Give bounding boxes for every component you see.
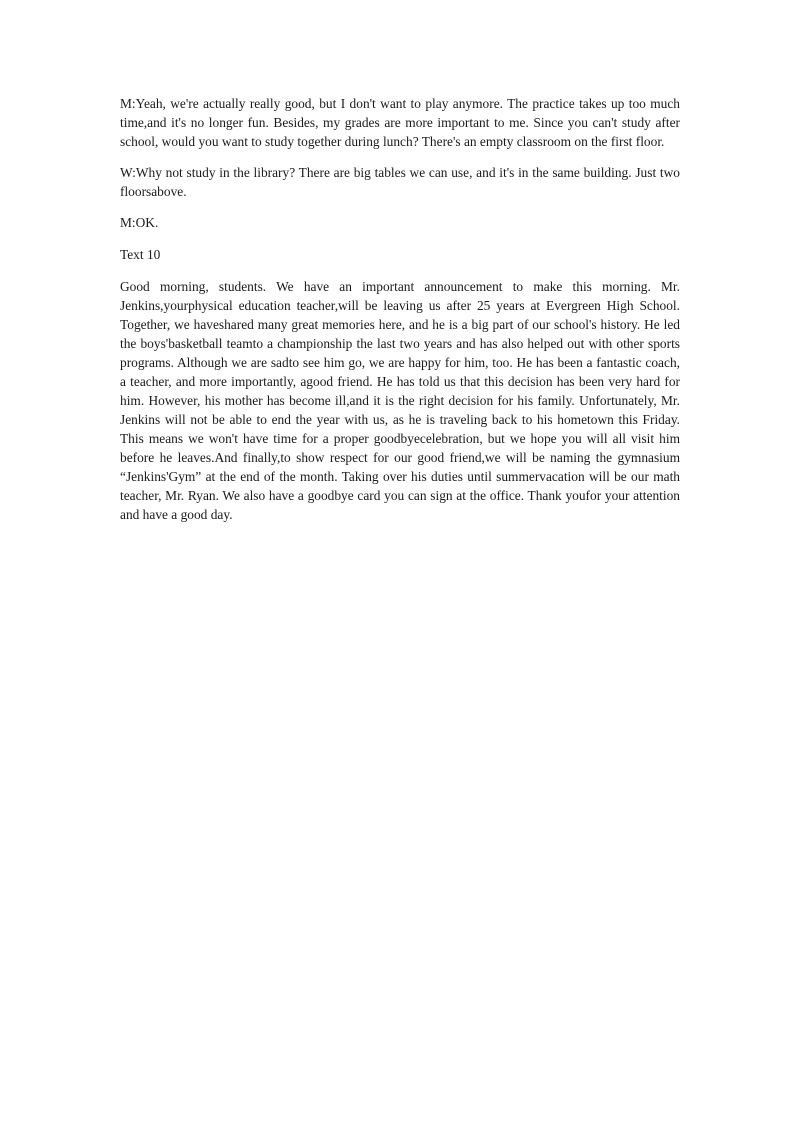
- paragraph-announcement: Good morning, students. We have an important announcement to make this morning. Mr. Jenkins,yourphysical education teacher,will be leaving us after 25 years at Evergreen High School. Together, we haveshared many great memories here, and he is a big part of our school's history. He led the boys'basketball teamto a championship the last two years and has also helped out with other sports programs. Although we are sadto see him go, we are happy for him, too. He has been a fantastic coach, a teacher, and more importantly, agood friend. He has told us that this decision has been very hard for him. However, his mother has become ill,and it is the right decision for his family. Unfortunately, Mr. Jenkins will not be able to end the year with us, as he is traveling back to his hometown this Friday. This means we won't have time for a proper goodbyecelebration, but we hope you will all visit him before he leaves.And finally,to show respect for our good friend,we will be naming the gymnasium “Jenkins'Gym” at the end of the month. Taking over his duties until summervacation will be our math teacher, Mr. Ryan. We also have a goodbye card you can sign at the office. Thank youfor your attention and have a good day.: [120, 279, 680, 522]
- document-body: [120, 94, 680, 536]
- paragraph-dialogue-man-2: M:OK.: [120, 215, 159, 230]
- paragraph-dialogue-woman: W:Why not study in the library? There are big tables we can use, and it's in the same building. Just two floorsabove.: [120, 165, 680, 199]
- paragraph-dialogue-man-1: M:Yeah, we're actually really good, but I don't want to play anymore. The practice takes up too much time,and it's no longer fun. Besides, my grades are more important to me. Since you can't study after school, would you want to study together during lunch? There's an empty classroom on the first floor.: [120, 96, 680, 149]
- section-heading-text-10: Text 10: [120, 247, 161, 262]
